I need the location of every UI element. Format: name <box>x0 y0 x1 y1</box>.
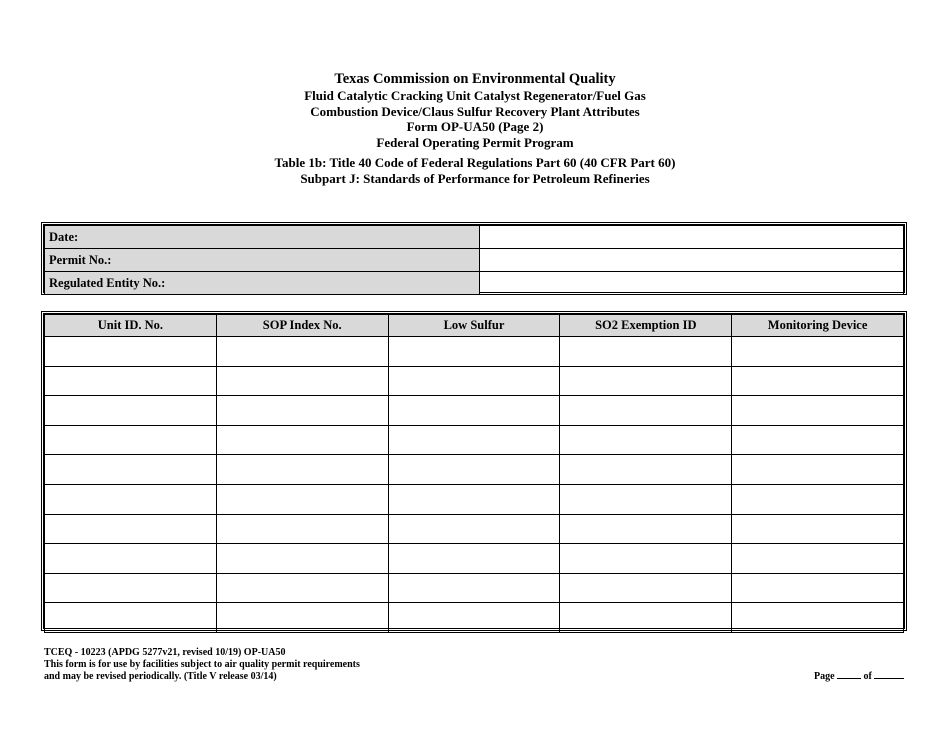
table-row <box>45 544 904 574</box>
agency-name: Texas Commission on Environmental Quality <box>334 71 616 87</box>
table-cell[interactable] <box>388 514 560 544</box>
table-cell[interactable] <box>732 514 904 544</box>
subpart-title: Subpart J: Standards of Performance for Petroleum Refineries <box>300 170 650 186</box>
table-cell[interactable] <box>45 573 217 603</box>
form-subtitle-2: Combustion Device/Claus Sulfur Recovery Plant Attributes <box>310 103 640 119</box>
table-cell[interactable] <box>216 425 388 455</box>
col-sop-index: SOP Index No. <box>216 315 388 337</box>
table-cell[interactable] <box>732 366 904 396</box>
table-cell[interactable] <box>560 337 732 367</box>
table-cell[interactable] <box>216 573 388 603</box>
table-cell[interactable] <box>45 337 217 367</box>
col-unit-id: Unit ID. No. <box>45 315 217 337</box>
table-cell[interactable] <box>388 544 560 574</box>
table-row <box>45 455 904 485</box>
table-cell[interactable] <box>45 544 217 574</box>
table-cell[interactable] <box>388 337 560 367</box>
table-cell[interactable] <box>560 544 732 574</box>
table-cell[interactable] <box>45 366 217 396</box>
col-so2-exemption: SO2 Exemption ID <box>560 315 732 337</box>
table-cell[interactable] <box>732 484 904 514</box>
table-cell[interactable] <box>732 573 904 603</box>
table-cell[interactable] <box>560 396 732 426</box>
attributes-box <box>41 311 907 631</box>
table-cell[interactable] <box>45 514 217 544</box>
form-footer <box>44 647 360 683</box>
table-cell[interactable] <box>732 396 904 426</box>
table-cell[interactable] <box>388 455 560 485</box>
table-cell[interactable] <box>732 455 904 485</box>
table-cell[interactable] <box>388 603 560 633</box>
table-cell[interactable] <box>560 514 732 544</box>
info-row-date <box>45 226 904 249</box>
table-cell[interactable] <box>45 603 217 633</box>
page-number <box>814 669 904 682</box>
table-cell[interactable] <box>560 455 732 485</box>
table-cell[interactable] <box>560 603 732 633</box>
col-low-sulfur: Low Sulfur <box>388 315 560 337</box>
table-row <box>45 366 904 396</box>
regulated-entity-label: Regulated Entity No.: <box>45 272 480 295</box>
table-cell[interactable] <box>560 484 732 514</box>
regulated-entity-field[interactable] <box>480 272 904 295</box>
form-header <box>0 71 950 150</box>
table-cell[interactable] <box>388 573 560 603</box>
table-cell[interactable] <box>388 396 560 426</box>
permit-no-field[interactable] <box>480 249 904 272</box>
footer-form-id: TCEQ - 10223 (APDG 5277v21, revised 10/19) OP-UA50 <box>44 647 286 658</box>
form-number: Form OP-UA50 (Page 2) <box>406 119 544 134</box>
table-cell[interactable] <box>45 484 217 514</box>
permit-no-label: Permit No.: <box>45 249 480 272</box>
table-cell[interactable] <box>388 425 560 455</box>
info-box <box>41 222 907 295</box>
footer-note-2: and may be revised periodically. (Title V release 03/14) <box>44 671 277 682</box>
table-cell[interactable] <box>560 573 732 603</box>
page-label: Page <box>814 671 835 682</box>
table-title: Table 1b: Title 40 Code of Federal Regulations Part 60 (40 CFR Part 60) <box>274 155 676 170</box>
table-cell[interactable] <box>216 396 388 426</box>
table-body <box>45 337 904 633</box>
table-header <box>0 155 950 186</box>
table-cell[interactable] <box>216 366 388 396</box>
info-row-permit <box>45 249 904 272</box>
page-current-blank[interactable] <box>837 669 861 679</box>
col-monitoring-device: Monitoring Device <box>732 315 904 337</box>
table-cell[interactable] <box>388 484 560 514</box>
date-label: Date: <box>45 226 480 249</box>
info-table <box>44 225 904 295</box>
table-row <box>45 484 904 514</box>
table-row <box>45 396 904 426</box>
table-cell[interactable] <box>560 425 732 455</box>
table-cell[interactable] <box>216 455 388 485</box>
table-cell[interactable] <box>732 544 904 574</box>
table-row <box>45 573 904 603</box>
table-cell[interactable] <box>45 396 217 426</box>
program-name: Federal Operating Permit Program <box>376 134 574 150</box>
table-cell[interactable] <box>45 455 217 485</box>
table-cell[interactable] <box>216 603 388 633</box>
page-total-blank[interactable] <box>874 669 904 679</box>
table-cell[interactable] <box>732 425 904 455</box>
table-cell[interactable] <box>216 544 388 574</box>
table-cell[interactable] <box>560 366 732 396</box>
attributes-table <box>44 314 904 633</box>
table-cell[interactable] <box>732 337 904 367</box>
table-cell[interactable] <box>732 603 904 633</box>
footer-note-1: This form is for use by facilities subject to air quality permit requirements <box>44 659 360 670</box>
table-cell[interactable] <box>216 514 388 544</box>
of-label: of <box>863 671 872 682</box>
table-cell[interactable] <box>216 337 388 367</box>
table-row <box>45 337 904 367</box>
table-row <box>45 603 904 633</box>
date-field[interactable] <box>480 226 904 249</box>
table-header-row <box>45 315 904 337</box>
form-subtitle-1: Fluid Catalytic Cracking Unit Catalyst Regenerator/Fuel Gas <box>304 88 646 103</box>
table-cell[interactable] <box>388 366 560 396</box>
table-cell[interactable] <box>45 425 217 455</box>
table-cell[interactable] <box>216 484 388 514</box>
table-row <box>45 514 904 544</box>
info-row-entity <box>45 272 904 295</box>
table-row <box>45 425 904 455</box>
